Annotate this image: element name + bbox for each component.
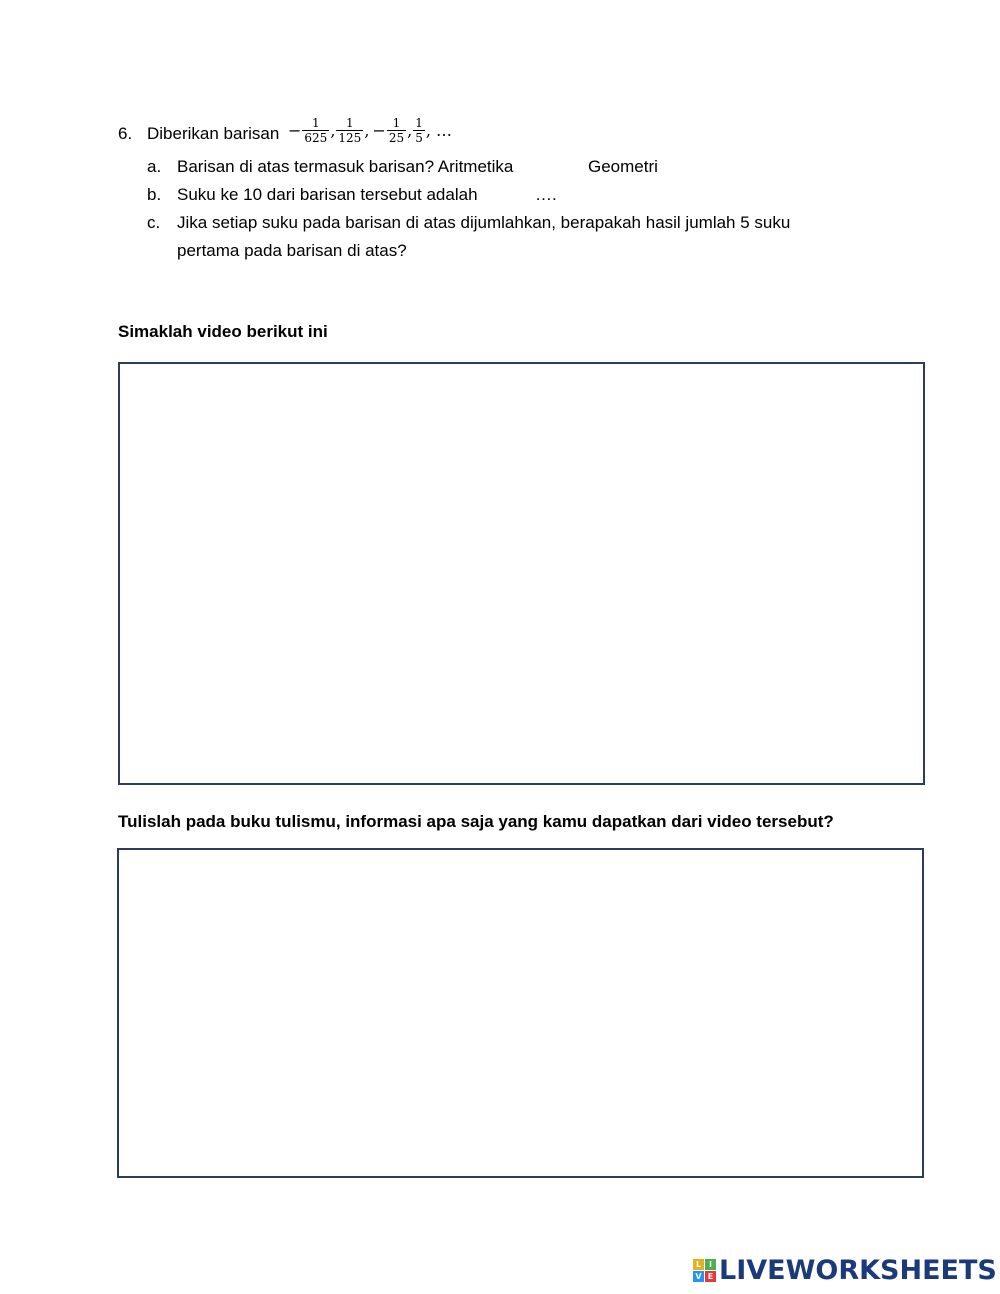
liveworksheets-logo — [693, 1255, 997, 1286]
video-frame[interactable] — [118, 362, 925, 785]
item-b-answer-blank[interactable]: …. — [535, 185, 557, 204]
term-3-fraction — [387, 116, 406, 145]
term-1-denominator: 625 — [304, 131, 328, 145]
question-number: 6. — [118, 124, 133, 143]
term-4-denominator: 5 — [415, 131, 423, 145]
term-2-denominator: 125 — [338, 131, 362, 145]
logo-icon — [693, 1259, 716, 1282]
term-1-separator: , — [330, 121, 336, 140]
term-2-fraction — [336, 116, 363, 145]
item-b-text: Suku ke 10 dari barisan tersebut adalah — [177, 185, 478, 204]
item-a-label: a. — [147, 157, 162, 176]
logo-letter-i: I — [705, 1259, 716, 1270]
video-heading: Simaklah video berikut ini — [118, 322, 328, 341]
term-1-sign: − — [288, 121, 302, 140]
term-3-numerator: 1 — [387, 116, 406, 131]
sequence — [288, 116, 452, 145]
term-4-separator: , … — [425, 121, 452, 140]
term-2-numerator: 1 — [336, 116, 363, 131]
item-b-label: b. — [147, 185, 162, 204]
term-3-denominator: 25 — [388, 131, 405, 145]
term-2-separator: , — [364, 121, 370, 140]
logo-letter-v: V — [693, 1271, 704, 1282]
item-a-text: Barisan di atas termasuk barisan? Aritmetika — [177, 157, 514, 176]
item-c-text-line2: pertama pada barisan di atas? — [177, 241, 407, 260]
question-intro: Diberikan barisan — [147, 124, 280, 143]
item-c-text-line1: Jika setiap suku pada barisan di atas dijumlahkan, berapakah hasil jumlah 5 suku — [177, 213, 791, 232]
item-a-option-geometri[interactable]: Geometri — [588, 157, 658, 176]
term-1-numerator: 1 — [302, 116, 329, 131]
term-1-fraction — [302, 116, 329, 145]
answer-box[interactable] — [117, 848, 924, 1178]
item-c-label: c. — [147, 213, 161, 232]
answer-heading: Tulislah pada buku tulismu, informasi apa saja yang kamu dapatkan dari video tersebut? — [118, 812, 834, 831]
logo-text: LIVEWORKSHEETS — [719, 1255, 997, 1286]
term-4-fraction — [413, 116, 425, 145]
term-3-separator: , — [407, 121, 413, 140]
logo-letter-l: L — [693, 1259, 704, 1270]
term-4-numerator: 1 — [415, 116, 423, 130]
term-3-sign: − — [372, 121, 386, 140]
logo-letter-e: E — [705, 1271, 716, 1282]
